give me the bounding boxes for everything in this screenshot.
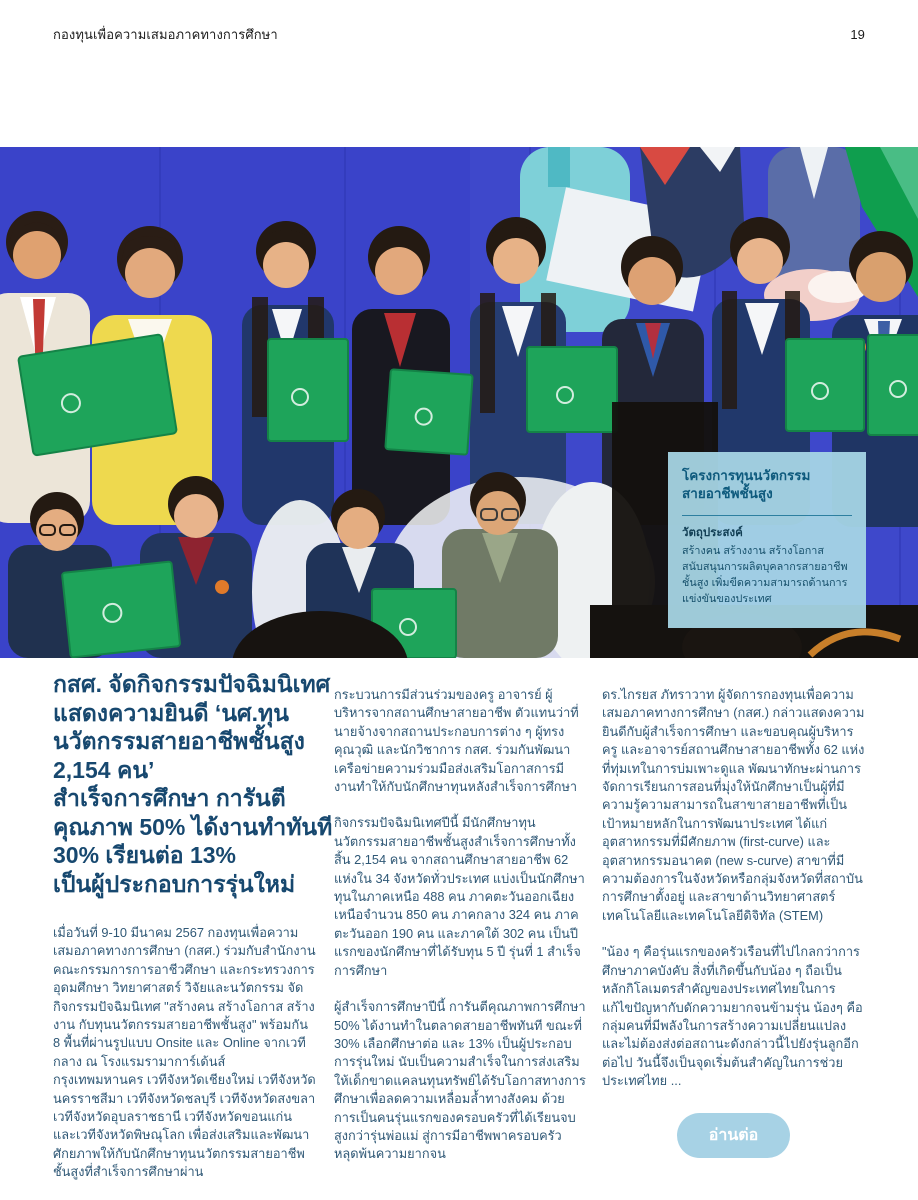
page-header (53, 24, 865, 45)
paragraph: เมื่อวันที่ 9-10 มีนาคม 2567 กองทุนเพื่อความเสมอภาคทางการศึกษา (กสศ.) ร่วมกับสำนักงานคณะกรรมการการอาชีวศึกษา และกระทรวงการอุดมศึกษา วิทยาศาสตร์ วิจัยและนวัตกรรม จัดกิจกรรมปัจฉิมนิเทศ "สร้างคน สร้างโอกาส สร้างงาน กับทุนนวัตกรรมสายอาชีพชั้นสูง" พร้อมกัน 8 พื้นที่ผ่านรูปแบบ Onsite และ Online จากเวทีกลาง ณ โรงแรมรามาการ์เด้นส์ กรุงเทพมหานคร เวทีจังหวัดเชียงใหม่ เวทีจังหวัดนครราชสีมา เวทีจังหวัดชลบุรี เวทีจังหวัดสงขลา เวทีจังหวัดอุบลราชธานี เวทีจังหวัดขอนแก่น และเวทีจังหวัดพิษณุโลก เพื่อส่งเสริมและพัฒนาศักยภาพให้กับนักศึกษาทุนนวัตกรรมสายอาชีพชั้นสูงที่สำเร็จการศึกษาผ่าน (53, 925, 316, 1180)
running-title: กองทุนเพื่อความเสมอภาคทางการศึกษา (53, 27, 278, 42)
read-more-button[interactable]: อ่านต่อ (677, 1113, 791, 1158)
read-more-row (602, 1113, 865, 1158)
paragraph: ดร.ไกรยส ภัทราวาท ผู้จัดการกองทุนเพื่อความเสมอภาคทางการศึกษา (กสศ.) กล่าวแสดงความยินดีกับผู้สำเร็จการศึกษา และขอบคุณผู้บริหาร ครู และอาจารย์สถานศึกษาสายอาชีพทั้ง 62 แห่ง ที่ทุ่มเทในการบ่มเพาะดูแล พัฒนาทักษะผ่านการจัดการเรียนการสอนที่มุ่งให้นักศึกษาเป็นผู้ที่มีความรู้ความสามารถในสาขาสายอาชีพที่เป็นเป้าหมายหลักในการพัฒนาประเทศ ได้แก่ อุตสาหกรรมที่มีศักยภาพ (first-curve) และอุตสาหกรรมอนาคต (new s-curve) สาขาที่มีความต้องการในจังหวัดหรือกลุ่มจังหวัดที่สถาบันการศึกษาตั้งอยู่ และสาขาด้านวิทยาศาสตร์ เทคโนโลยีและเทคโนโลยีดิจิทัล (STEM) (602, 687, 865, 923)
article-headline (53, 670, 333, 898)
headline-line: กสศ. จัดกิจกรรมปัจฉิมนิเทศ (53, 671, 331, 697)
paragraph: ผู้สำเร็จการศึกษาปีนี้ การันตีคุณภาพการศึกษา 50% ได้งานทำในตลาดสายอาชีพทันที ขณะที่ 30% เลือกศึกษาต่อ และ 13% เป็นผู้ประกอบการรุ่นใหม่ นับเป็นความสำเร็จในการส่งเสริมให้เด็กขาดแคลนทุนทรัพย์ได้รับโอกาสทางการศึกษาเพื่อลดความเหลื่อมล้ำทางสังคม ด้วยการเป็นคนรุ่นแรกของครอบครัวที่ได้เรียนจบสูงกว่ารุ่นพ่อแม่ สู่การมีอาชีพพาครอบครัวหลุดพ้นความยากจน (334, 999, 586, 1162)
article-column-1 (53, 670, 333, 1200)
headline-line: เป็นผู้ประกอบการรุ่นใหม่ (53, 870, 296, 897)
program-info-card (668, 452, 866, 628)
program-objective-label: วัตถุประสงค์ (682, 527, 743, 539)
headline-line: สำเร็จการศึกษา การันตี (53, 785, 286, 811)
card-divider (682, 515, 852, 516)
article-column-2 (334, 670, 586, 1200)
page-number: 19 (850, 27, 865, 42)
paragraph: กระบวนการมีส่วนร่วมของครู อาจารย์ ผู้บริหารจากสถานศึกษาสายอาชีพ ตัวแทนว่าที่นายจ้างจากสถานประกอบการต่าง ๆ ผู้ทรงคุณวุฒิ และนักวิชาการ กสศ. ร่วมกันพัฒนาเครือข่ายความร่วมมือส่งเสริมโอกาสการมีงานทำให้กับนักศึกษาทุนหลังสำเร็จการศึกษา (334, 687, 579, 795)
article-column-3 (602, 670, 865, 1200)
program-title: โครงการทุนนวัตกรรม สายอาชีพชั้นสูง (682, 468, 811, 501)
program-objective-text: สร้างคน สร้างงาน สร้างโอกาส สนับสนุนการผลิตบุคลากรสายอาชีพชั้นสูง เพิ่มขีดความสามารถด้านการแข่งขันของประเทศ (682, 545, 848, 605)
event-photo (0, 147, 918, 658)
headline-line: 2,154 คน’ (53, 756, 155, 783)
article-body (53, 670, 865, 1200)
paragraph: กิจกรรมปัจฉิมนิเทศปีนี้ มีนักศึกษาทุนนวัตกรรมสายอาชีพชั้นสูงสำเร็จการศึกษาทั้งสิ้น 2,154 คน จากสถานศึกษาสายอาชีพ 62 แห่งใน 34 จังหวัดทั่วประเทศ แบ่งเป็นนักศึกษาทุนในภาคเหนือ 488 คน ภาคตะวันออกเฉียงเหนือจำนวน 850 คน ภาคกลาง 324 คน ภาคตะวันออก 190 คน และภาคใต้ 302 คน เป็นปีแรกของนักศึกษาที่ได้รับทุน 5 ปี รุ่นที่ 1 สำเร็จการศึกษา (334, 815, 585, 978)
headline-line: 30% เรียนต่อ 13% (53, 842, 237, 868)
headline-line: นวัตกรรมสายอาชีพชั้นสูง (53, 728, 305, 754)
paragraph: "น้อง ๆ คือรุ่นแรกของครัวเรือนที่ไปไกลกว่าการศึกษาภาคบังคับ สิ่งที่เกิดขึ้นกับน้อง ๆ ถือเป็นหลักกิโลเมตรสำคัญของประเทศไทยในการแก้ไขปัญหากับดักความยากจนข้ามรุ่น น้องๆ คือกลุ่มคนที่มีพลังในการสร้างความเปลี่ยนแปลงและไม่ต้องส่งต่อสถานะดังกล่าวนี้ไปยังรุ่นลูกอีกต่อไป วันนี้จึงเป็นจุดเริ่มต้นสำคัญในการช่วยประเทศไทย ... (602, 944, 863, 1089)
headline-line: คุณภาพ 50% ได้งานทำทันที (53, 813, 333, 840)
headline-line: แสดงความยินดี ‘นศ.ทุน (53, 699, 289, 726)
